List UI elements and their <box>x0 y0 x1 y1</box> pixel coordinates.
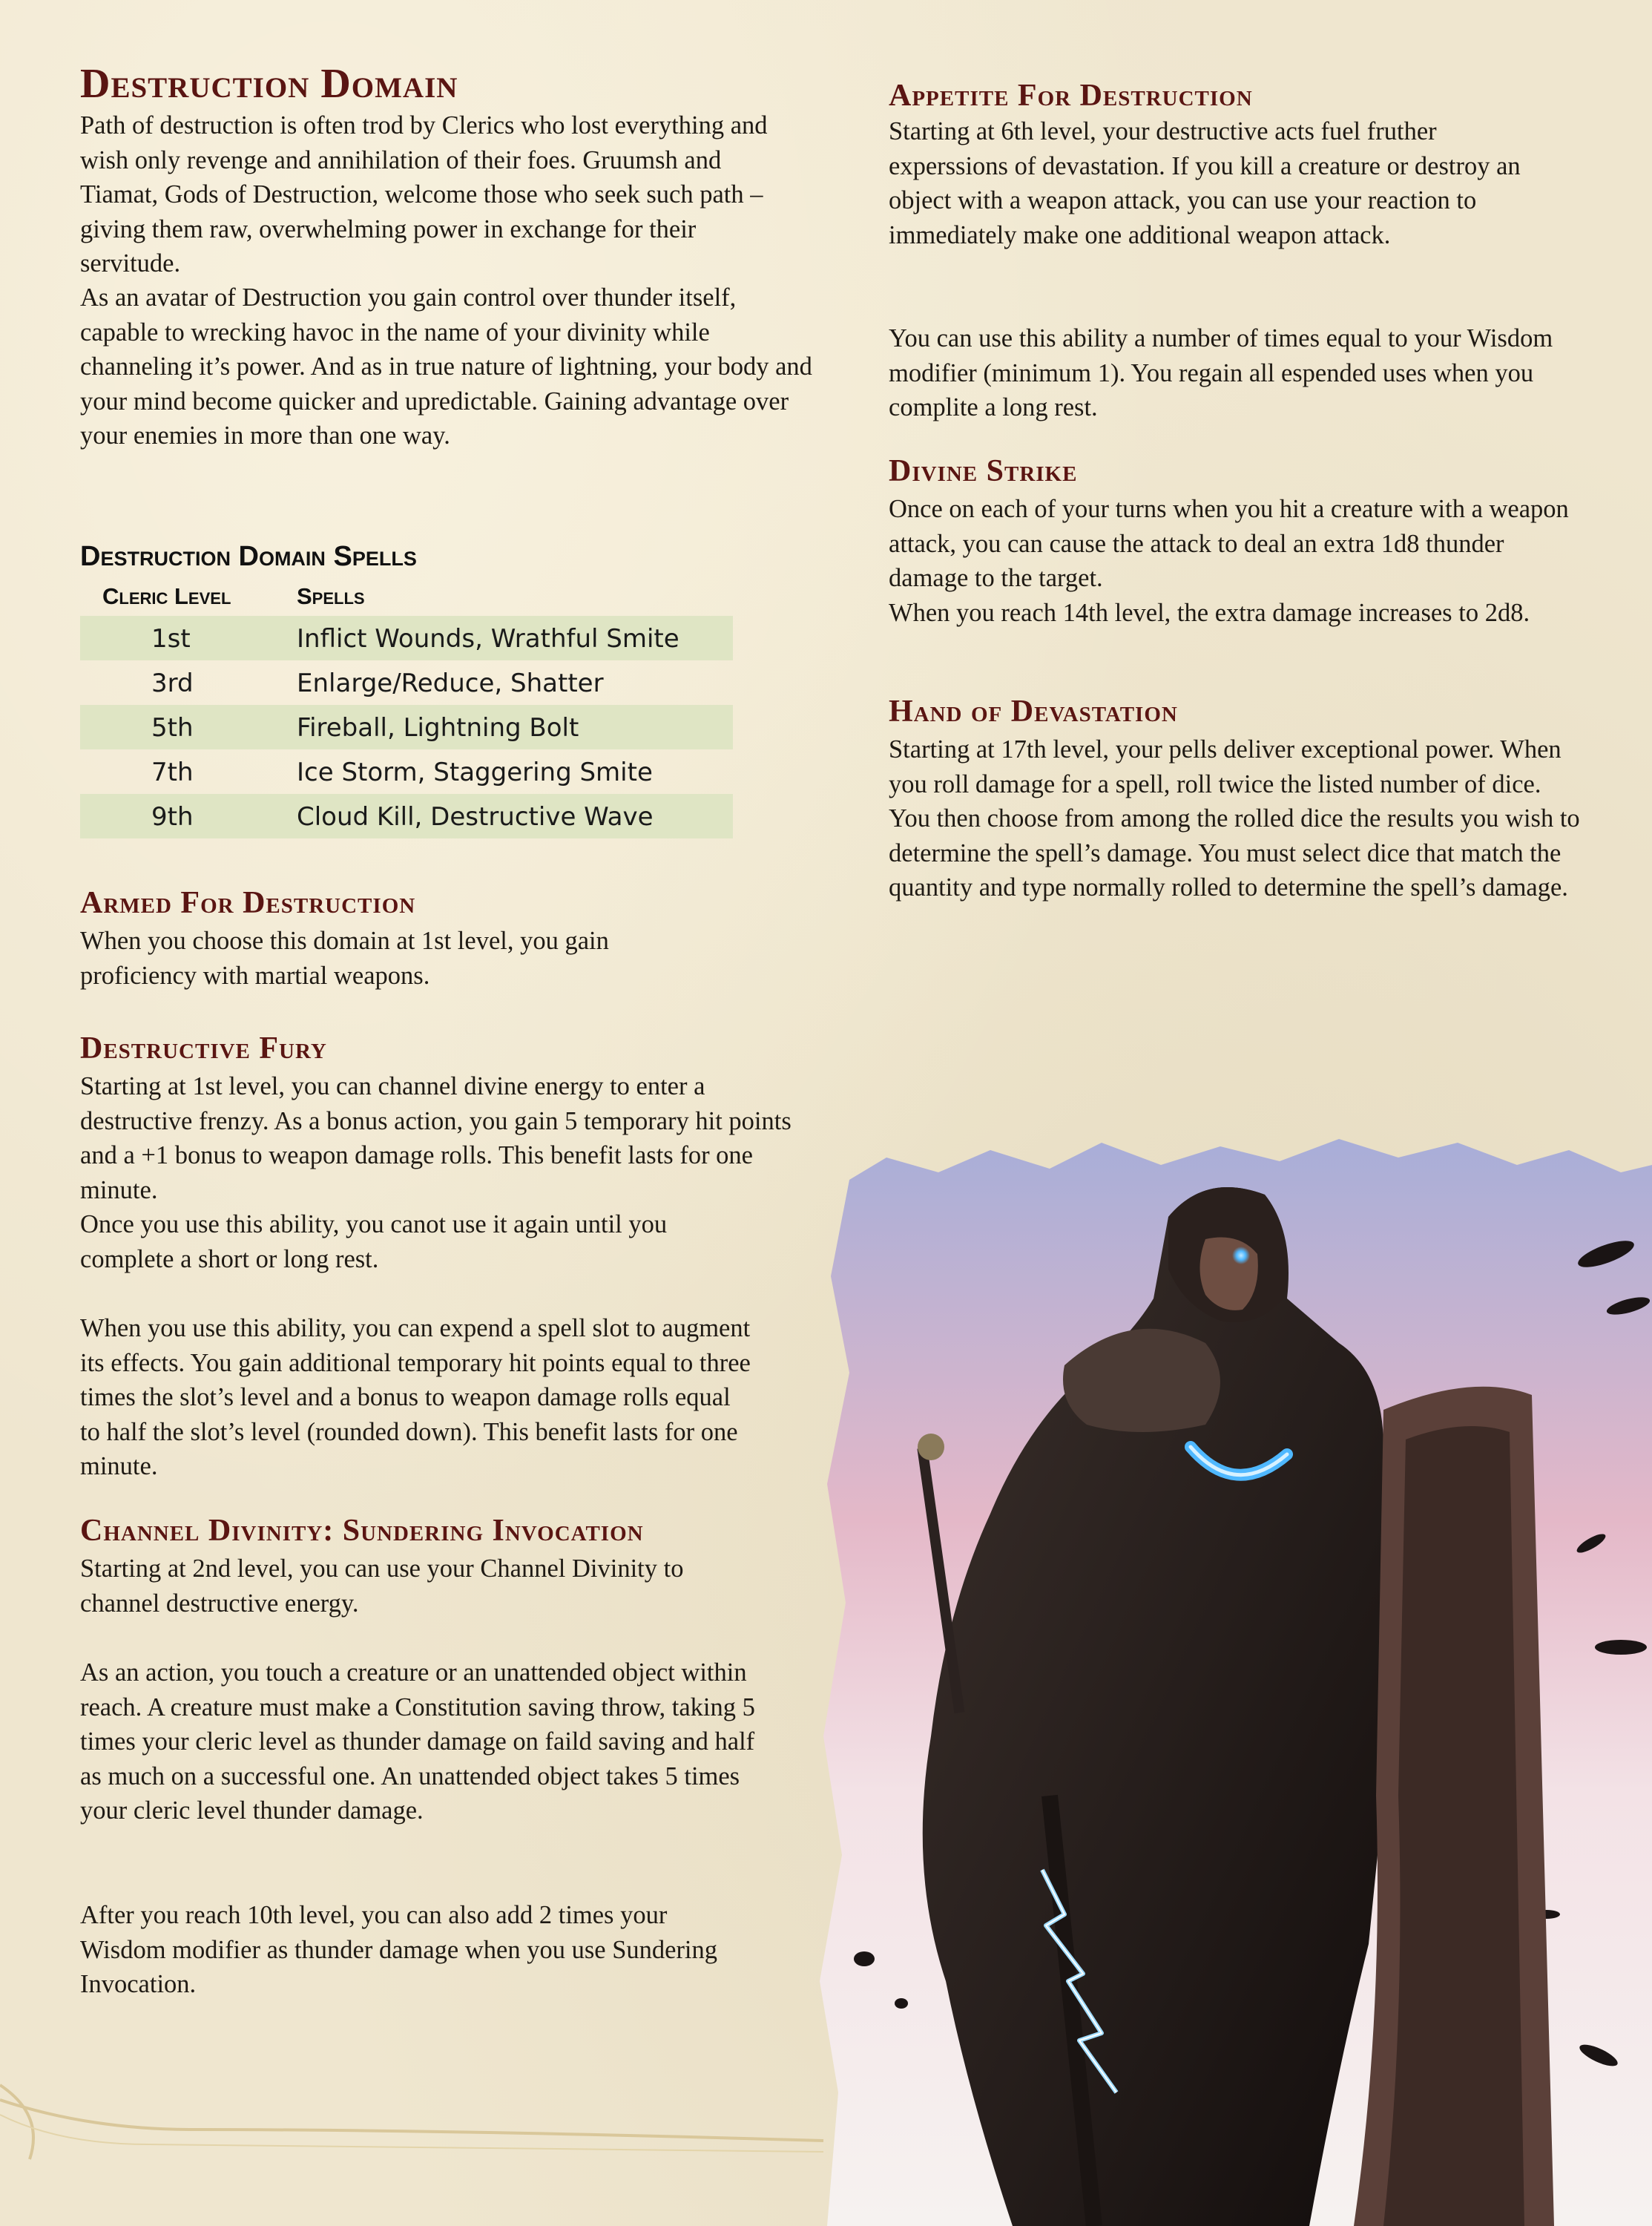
armed-paragraph: When you choose this domain at 1st level, you gain proficiency with martial weapons. <box>80 927 609 990</box>
illustration-svg <box>820 1128 1652 2226</box>
spell-table <box>80 577 733 838</box>
cell-spells: Inflict Wounds, Wrathful Smite <box>297 624 679 654</box>
cell-spells: Ice Storm, Staggering Smite <box>297 758 653 787</box>
table-row <box>80 660 733 705</box>
fury-paragraph-3: When you use this ability, you can expend a spell slot to augment its effects. You gain additional temporary hit points equal to three times the slot’s level and a bonus to weapon damage rolls equal to half the slot’s level (rounded down). This benefit lasts for one minute. <box>80 1314 751 1480</box>
page-title: Destruction Domain <box>80 61 458 107</box>
cell-level: 1st <box>151 624 191 654</box>
cell-spells: Cloud Kill, Destructive Wave <box>297 802 654 832</box>
spell-table-title: Destruction Domain Spells <box>80 541 417 572</box>
intro-paragraph-1: Path of destruction is often trod by Clerics who lost everything and wish only revenge and annihilation of their foes. Gruumsh and Tiamat, Gods of Destruction, welcome those who seek such path – giving them raw, overwhelming power in exchange for their servitude. <box>80 111 768 278</box>
section-title-divine-strike: Divine Strike <box>889 454 1078 488</box>
cell-level: 5th <box>151 713 194 743</box>
decorative-flourish <box>0 2070 831 2167</box>
appetite-paragraph-1: Starting at 6th level, your destructive acts fuel fruther experssions of devastation. If you kill a creature or destroy an object with a weapon attack, you can use your reaction to immediately make one additional weapon attack. <box>889 117 1521 249</box>
channel-paragraph-1: Starting at 2nd level, you can use your Channel Divinity to channel destructive energy. <box>80 1554 684 1618</box>
col-header-spells: Spells <box>297 583 365 609</box>
appetite-paragraph-2: You can use this ability a number of times equal to your Wisdom modifier (minimum 1). You regain all espended uses when you complite a long rest. <box>889 324 1553 421</box>
hand-paragraph: Starting at 17th level, your pells deliver exceptional power. When you roll damage for a spell, roll twice the listed number of dice. You then choose from among the rolled dice the results you wish to determine the spell’s damage. You must select dice that match the quantity and type normally rolled to determine the spell’s damage. <box>889 735 1580 902</box>
table-row <box>80 794 733 838</box>
col-header-level: Cleric Level <box>102 583 231 609</box>
cell-level: 7th <box>151 758 194 787</box>
cleric-illustration <box>820 1128 1652 2226</box>
intro-paragraph-2: As an avatar of Destruction you gain control over thunder itself, capable to wrecking havoc in the name of your divinity while channeling it’s power. And as in true nature of lightning, your body and your mind become quicker and upredictable. Gaining advantage over your enemies in more than one way. <box>80 283 812 450</box>
section-title-hand: Hand of Devastation <box>889 695 1178 729</box>
table-row <box>80 749 733 794</box>
section-title-armed: Armed For Destruction <box>80 886 416 920</box>
cell-spells: Enlarge/Reduce, Shatter <box>297 669 604 698</box>
section-title-appetite: Appetite For Destruction <box>889 79 1253 113</box>
cell-level: 9th <box>151 802 194 832</box>
channel-paragraph-2: As an action, you touch a creature or an unattended object within reach. A creature must make a Constitution saving throw, taking 5 times your cleric level as thunder damage on faild saving and half as much on a successful one. An unattended object takes 5 times your cleric level thunder damage. <box>80 1658 755 1825</box>
cell-level: 3rd <box>151 669 194 698</box>
divine-strike-paragraph-2: When you reach 14th level, the extra damage increases to 2d8. <box>889 599 1530 627</box>
table-row <box>80 705 733 749</box>
spell-table-header <box>80 577 733 616</box>
section-title-fury: Destructive Fury <box>80 1031 327 1066</box>
channel-paragraph-3: After you reach 10th level, you can also add 2 times your Wisdom modifier as thunder damage when you use Sundering Invocation. <box>80 1901 718 1998</box>
glowing-eye <box>1232 1247 1250 1264</box>
cell-spells: Fireball, Lightning Bolt <box>297 713 579 743</box>
divine-strike-paragraph-1: Once on each of your turns when you hit a creature with a weapon attack, you can cause the attack to deal an extra 1d8 thunder damage to the target. <box>889 495 1569 592</box>
fury-paragraph-1: Starting at 1st level, you can channel divine energy to enter a destructive frenzy. As a bonus action, you gain 5 temporary hit points and a +1 bonus to weapon damage rolls. This benefit lasts for one minute. <box>80 1072 792 1204</box>
section-title-channel: Channel Divinity: Sundering Invocation <box>80 1514 644 1548</box>
table-row <box>80 616 733 660</box>
fury-paragraph-2: Once you use this ability, you canot use it again until you complete a short or long rest. <box>80 1210 668 1273</box>
